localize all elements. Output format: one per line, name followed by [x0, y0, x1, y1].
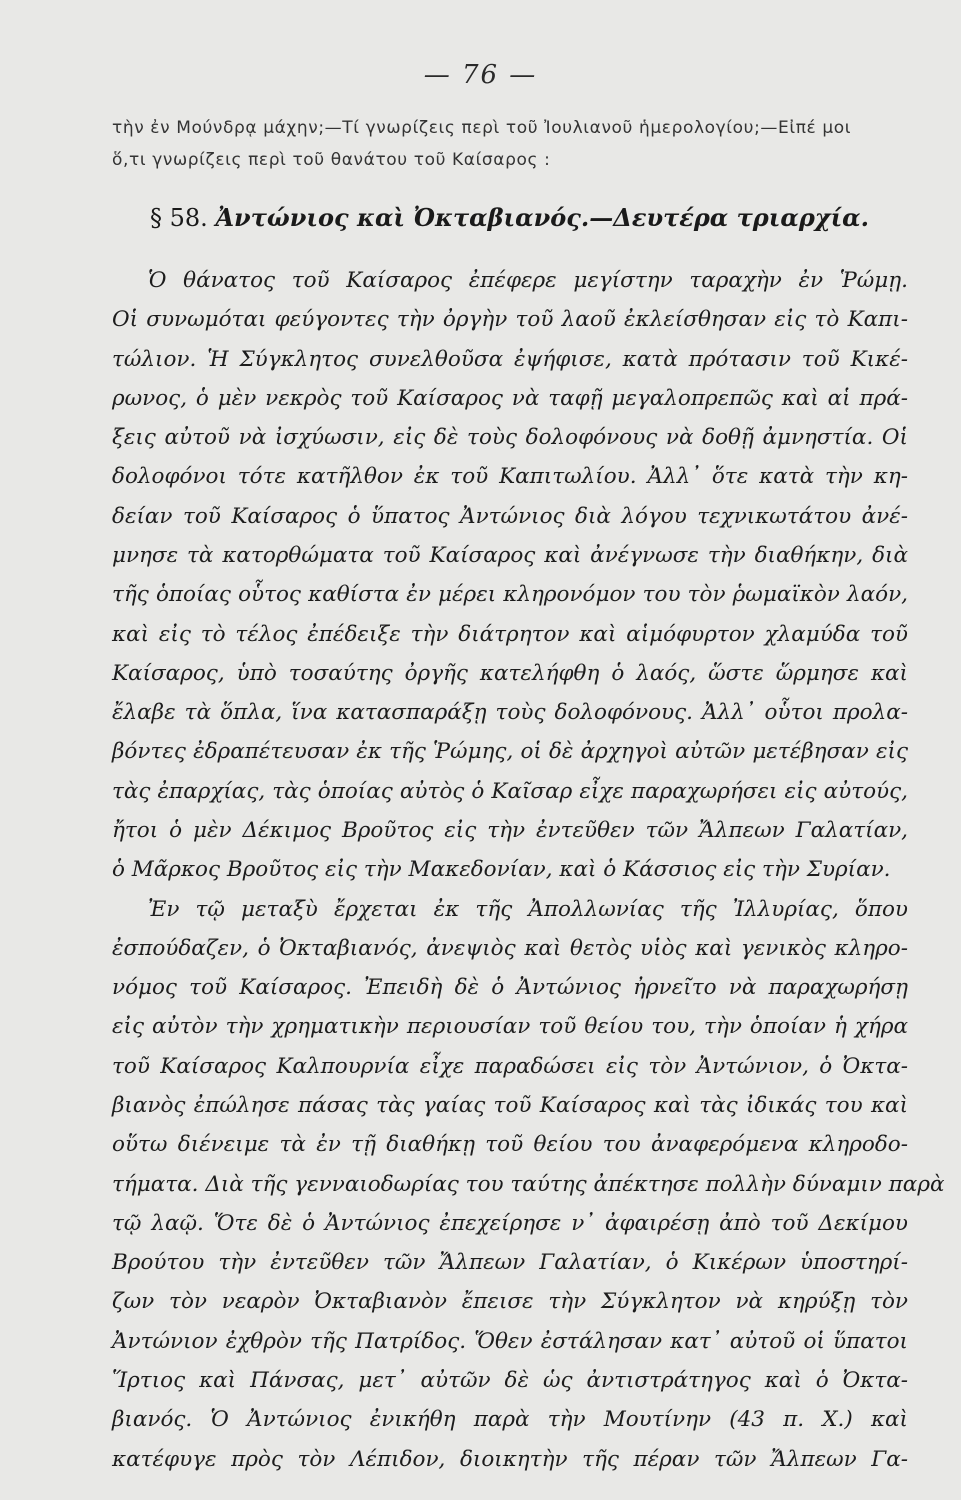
previous-section-questions-line-1: τὴν ἐν Μούνδρᾳ μάχην;—Τί γνωρίζεις περὶ τοῦ Ἰουλιανοῦ ἡμερολογίου;—Εἰπέ μοι: [112, 118, 852, 138]
body-line: ὁ Μᾶρκος Βροῦτος εἰς τὴν Μακεδονίαν, καὶ ὁ Κάσσιος εἰς τὴν Συρίαν.: [112, 857, 891, 882]
body-line: βιανός. Ὁ Ἀντώνιος ἐνικήθη παρὰ τὴν Μουτίνην (43 π. Χ.) καὶ: [112, 1407, 908, 1432]
body-line: ξεις αὐτοῦ νὰ ἰσχύωσιν, εἰς δὲ τοὺς δολοφόνους νὰ δοθῇ ἀμνηστία. Οἱ: [112, 425, 908, 450]
body-line: ζων τὸν νεαρὸν Ὀκταβιανὸν ἔπεισε τὴν Σύγκλητον νὰ κηρύξῃ τὸν: [112, 1289, 908, 1314]
body-line: Ἐν τῷ μεταξὺ ἔρχεται ἐκ τῆς Ἀπολλωνίας τῆς Ἰλλυρίας, ὅπου: [148, 897, 908, 922]
body-line: κατέφυγε πρὸς τὸν Λέπιδον, διοικητὴν τῆς πέραν τῶν Ἄλπεων Γα-: [112, 1447, 908, 1472]
body-line: Καίσαρος, ὑπὸ τοσαύτης ὀργῆς κατελήφθη ὁ λαός, ὥστε ὥρμησε καὶ: [112, 661, 908, 686]
body-line: νόμος τοῦ Καίσαρος. Ἐπειδὴ δὲ ὁ Ἀντώνιος ἠρνεῖτο νὰ παραχωρήσῃ: [112, 975, 908, 1000]
body-line: Ὁ θάνατος τοῦ Καίσαρος ἐπέφερε μεγίστην ταραχὴν ἐν Ῥώμῃ.: [148, 268, 908, 293]
section-title: Ἀντώνιος καὶ Ὀκταβιανός.—Δευτέρα τριαρχία.: [215, 203, 870, 232]
section-heading: [150, 203, 910, 232]
body-line: ἐσπούδαζεν, ὁ Ὀκταβιανός, ἀνεψιὸς καὶ θετὸς υἱὸς καὶ γενικὸς κληρο-: [112, 936, 908, 961]
body-line: Βρούτου τὴν ἐντεῦθεν τῶν Ἄλπεων Γαλατίαν, ὁ Κικέρων ὑποστηρί-: [112, 1250, 908, 1275]
body-line: δείαν τοῦ Καίσαρος ὁ ὕπατος Ἀντώνιος διὰ λόγου τεχνικωτάτου ἀνέ-: [112, 504, 908, 529]
body-line: βόντες ἐδραπέτευσαν ἐκ τῆς Ῥώμης, οἱ δὲ ἀρχηγοὶ αὐτῶν μετέβησαν εἰς: [112, 739, 908, 764]
body-line: Ἵρτιος καὶ Πάνσας, μετ᾽ αὐτῶν δὲ ὡς ἀντιστράτηγος καὶ ὁ Ὀκτα-: [112, 1368, 908, 1393]
body-line: εἰς αὐτὸν τὴν χρηματικὴν περιουσίαν τοῦ θείου του, τὴν ὁποίαν ἡ χήρα: [112, 1014, 908, 1039]
body-line: δολοφόνοι τότε κατῆλθον ἐκ τοῦ Καπιτωλίου. Ἀλλ᾽ ὅτε κατὰ τὴν κη-: [112, 464, 908, 489]
body-line: ρωνος, ὁ μὲν νεκρὸς τοῦ Καίσαρος νὰ ταφῇ μεγαλοπρεπῶς καὶ αἱ πρά-: [112, 386, 908, 411]
body-line: ἤτοι ὁ μὲν Δέκιμος Βροῦτος εἰς τὴν ἐντεῦθεν τῶν Ἄλπεων Γαλατίαν,: [112, 818, 908, 843]
body-line: τοῦ Καίσαρος Καλπουρνία εἶχε παραδώσει εἰς τὸν Ἀντώνιον, ὁ Ὀκτα-: [112, 1054, 908, 1079]
body-line: καὶ εἰς τὸ τέλος ἐπέδειξε τὴν διάτρητον καὶ αἱμόφυρτον χλαμύδα τοῦ: [112, 622, 908, 647]
previous-section-questions-line-2: ὅ,τι γνωρίζεις περὶ τοῦ θανάτου τοῦ Καίσαρος :: [112, 150, 551, 170]
body-line: μνησε τὰ κατορθώματα τοῦ Καίσαρος καὶ ἀνέγνωσε τὴν διαθήκην, διὰ: [112, 543, 908, 568]
body-line: τήματα. Διὰ τῆς γενναιοδωρίας του ταύτης ἀπέκτησε πολλὴν δύναμιν παρὰ: [112, 1172, 945, 1197]
body-line: Οἱ συνωμόται φεύγοντες τὴν ὀργὴν τοῦ λαοῦ ἐκλείσθησαν εἰς τὸ Καπι-: [112, 307, 908, 332]
section-number: § 58.: [150, 204, 208, 232]
body-line: οὕτω διένειμε τὰ ἐν τῇ διαθήκῃ τοῦ θείου του ἀναφερόμενα κληροδο-: [112, 1132, 908, 1157]
body-line: βιανὸς ἐπώλησε πάσας τὰς γαίας τοῦ Καίσαρος καὶ τὰς ἰδικάς του καὶ: [112, 1093, 908, 1118]
body-line: τὰς ἐπαρχίας, τὰς ὁποίας αὐτὸς ὁ Καῖσαρ εἶχε παραχωρήσει εἰς αὐτούς,: [112, 779, 908, 804]
page-number: — 76 —: [423, 60, 538, 90]
body-line: τῷ λαῷ. Ὅτε δὲ ὁ Ἀντώνιος ἐπεχείρησε ν᾽ ἀφαιρέσῃ ἀπὸ τοῦ Δεκίμου: [112, 1211, 908, 1236]
body-line: Ἀντώνιον ἐχθρὸν τῆς Πατρίδος. Ὅθεν ἐστάλησαν κατ᾽ αὐτοῦ οἱ ὕπατοι: [112, 1329, 908, 1354]
body-line: τώλιον. Ἡ Σύγκλητος συνελθοῦσα ἐψήφισε, κατὰ πρότασιν τοῦ Κικέ-: [112, 347, 908, 372]
body-line: τῆς ὁποίας οὗτος καθίστα ἐν μέρει κληρονόμον του τὸν ῥωμαϊκὸν λαόν,: [112, 582, 908, 607]
body-line: ἔλαβε τὰ ὅπλα, ἵνα κατασπαράξῃ τοὺς δολοφόνους. Ἀλλ᾽ οὗτοι προλα-: [112, 700, 908, 725]
